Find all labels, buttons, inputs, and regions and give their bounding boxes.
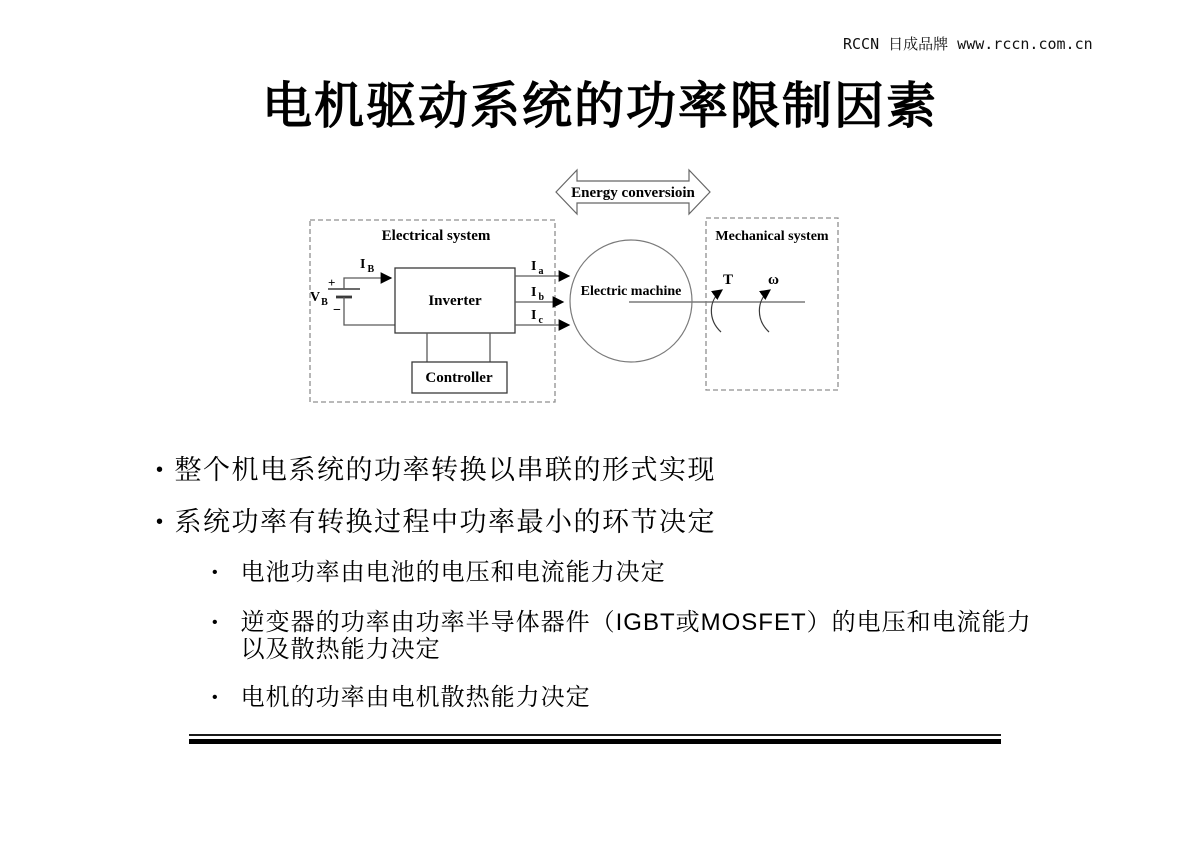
page-title: 电机驱动系统的功率限制因素 [262, 78, 938, 134]
torque-label: T [723, 272, 734, 288]
bullet-item [156, 507, 716, 538]
footer-divider [189, 734, 1001, 744]
electrical-system-label: Electrical system [381, 228, 491, 244]
omega-label: ω [768, 272, 779, 288]
bullet-dot: • [212, 564, 219, 581]
phase-c-label: I $_c$ [531, 308, 543, 326]
speed-rotation-arrow [759, 290, 770, 332]
bullet-text: 逆变器的功率由功率半导体器件（IGBT或MOSFET）的电压和电流能力以及散热能力决定 [240, 609, 1032, 663]
sub-bullet-item [212, 559, 666, 586]
sub-bullet-item [212, 609, 1046, 663]
sub-bullet-item [212, 684, 591, 711]
footer-divider-thin-line [189, 734, 1001, 736]
bullet-dot: • [156, 511, 165, 533]
battery-plus-sign: + [328, 275, 336, 290]
watermark-text: RCCN 日成品牌 www.rccn.com.cn [843, 35, 1093, 53]
battery-minus-sign: − [333, 303, 341, 318]
energy-conversion-label: Energy conversioin [571, 185, 695, 201]
bullet-dot: • [212, 689, 219, 706]
motor-drive-system-diagram [280, 155, 865, 425]
mechanical-system-label: Mechanical system [715, 229, 829, 244]
bullet-text: 整个机电系统的功率转换以串联的形式实现 [174, 455, 717, 485]
battery-voltage-label: $V_B$ [310, 290, 328, 308]
footer-divider-thick-line [189, 739, 1001, 744]
inverter-label: Inverter [428, 293, 482, 309]
battery-positive-wire [344, 278, 391, 289]
bullet-dot: • [212, 614, 219, 631]
bullet-text: 系统功率有转换过程中功率最小的环节决定 [174, 507, 717, 537]
battery-negative-wire [344, 297, 395, 325]
torque-rotation-arrow [711, 290, 722, 332]
electric-machine-label: Electric machine [580, 284, 682, 299]
phase-b-label: I $_b$ [531, 285, 545, 303]
bullet-item [156, 455, 716, 486]
phase-a-label: I $_a$ [531, 259, 544, 277]
dc-current-label: I $_B$ [360, 257, 375, 275]
bullet-text: 电机的功率由电机散热能力决定 [240, 684, 591, 711]
bullet-dot: • [156, 459, 165, 481]
electric-machine-circle [570, 240, 692, 362]
controller-label: Controller [425, 370, 493, 386]
bullet-text: 电池功率由电池的电压和电流能力决定 [240, 559, 666, 586]
